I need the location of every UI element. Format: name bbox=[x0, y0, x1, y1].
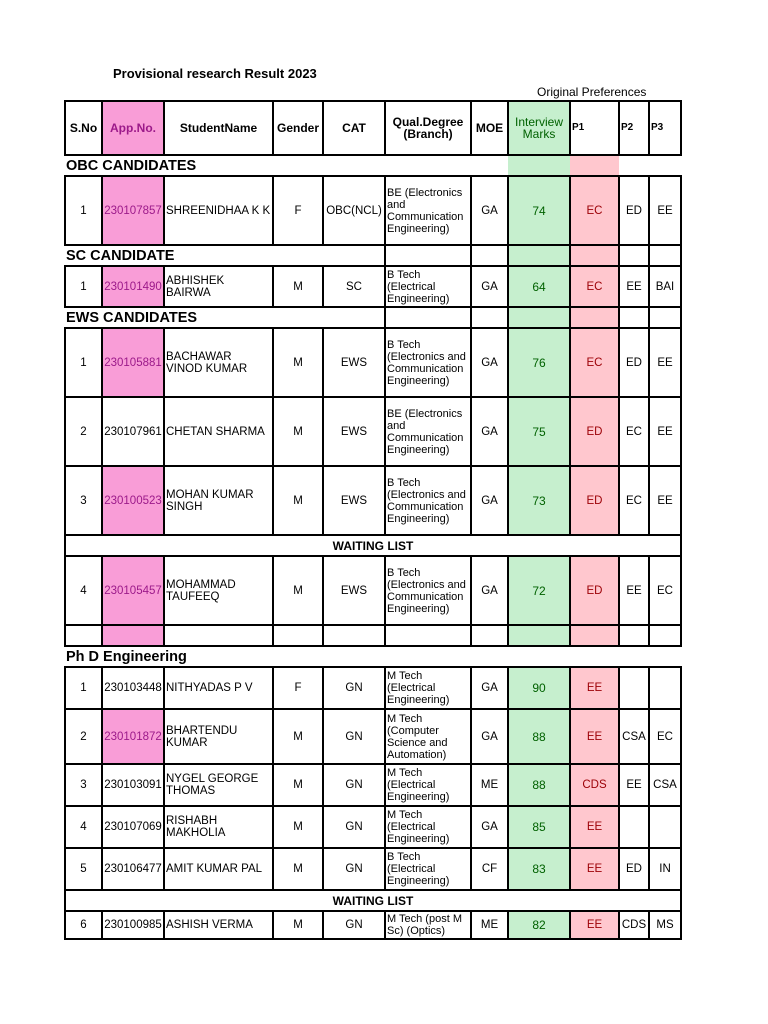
col-cat: CAT bbox=[323, 101, 385, 155]
cell-cat: GN bbox=[323, 911, 385, 939]
cell-gender: M bbox=[273, 848, 323, 890]
cell-appno: 230100523 bbox=[102, 466, 164, 535]
col-p1: P1 bbox=[570, 101, 619, 155]
cell-cat: GN bbox=[323, 709, 385, 764]
cell-p3: BAI bbox=[649, 266, 681, 307]
cell-appno: 230105881 bbox=[102, 328, 164, 397]
cell-moe: GA bbox=[471, 466, 508, 535]
cell-marks: 76 bbox=[508, 328, 570, 397]
cell-appno: 230103448 bbox=[102, 667, 164, 709]
cell-sno: 3 bbox=[65, 466, 102, 535]
cell-p3 bbox=[649, 667, 681, 709]
cell-p1: EE bbox=[570, 806, 619, 848]
cell-moe: GA bbox=[471, 266, 508, 307]
cell-p3: EE bbox=[649, 466, 681, 535]
cell-p2: EC bbox=[619, 397, 649, 466]
cell-sno: 1 bbox=[65, 176, 102, 245]
cell-moe: ME bbox=[471, 764, 508, 806]
cell-qual: BE (Electronics and Communication Engineering) bbox=[385, 397, 471, 466]
cell-marks: 83 bbox=[508, 848, 570, 890]
cell-name: MOHAMMAD TAUFEEQ bbox=[164, 556, 273, 625]
cell-name: MOHAN KUMAR SINGH bbox=[164, 466, 273, 535]
cell-sno: 5 bbox=[65, 848, 102, 890]
cell-qual: M Tech (Electrical Engineering) bbox=[385, 806, 471, 848]
cell-appno: 230105457 bbox=[102, 556, 164, 625]
cell-sno: 6 bbox=[65, 911, 102, 939]
cell-p1: ED bbox=[570, 556, 619, 625]
cell-sno: 1 bbox=[65, 328, 102, 397]
cell-p2: CSA bbox=[619, 709, 649, 764]
cell-appno: 230107857 bbox=[102, 176, 164, 245]
waiting-list-label: WAITING LIST bbox=[65, 890, 681, 911]
cell-sno: 4 bbox=[65, 556, 102, 625]
cell-gender: M bbox=[273, 806, 323, 848]
cell-p3: CSA bbox=[649, 764, 681, 806]
col-name: StudentName bbox=[164, 101, 273, 155]
table-row bbox=[65, 911, 681, 939]
cell-p2: EE bbox=[619, 556, 649, 625]
cell-qual: B Tech (Electronics and Communication Engineering) bbox=[385, 556, 471, 625]
cell-cat: SC bbox=[323, 266, 385, 307]
cell-cat: EWS bbox=[323, 397, 385, 466]
cell-gender: F bbox=[273, 176, 323, 245]
cell-name: AMIT KUMAR PAL bbox=[164, 848, 273, 890]
cell-appno: 230106477 bbox=[102, 848, 164, 890]
cell-gender: M bbox=[273, 556, 323, 625]
cell-moe: CF bbox=[471, 848, 508, 890]
cell-qual: B Tech (Electrical Engineering) bbox=[385, 848, 471, 890]
cell-moe: GA bbox=[471, 556, 508, 625]
cell-name: ASHISH VERMA bbox=[164, 911, 273, 939]
waiting-list-label: WAITING LIST bbox=[65, 535, 681, 556]
cell-moe: ME bbox=[471, 911, 508, 939]
cell-p3: MS bbox=[649, 911, 681, 939]
col-p2: P2 bbox=[619, 101, 649, 155]
preferences-caption: Original Preferences bbox=[537, 85, 647, 99]
cell-appno: 230101872 bbox=[102, 709, 164, 764]
page-title: Provisional research Result 2023 bbox=[113, 66, 317, 81]
cell-marks: 85 bbox=[508, 806, 570, 848]
cell-sno: 4 bbox=[65, 806, 102, 848]
cell-p1: EC bbox=[570, 176, 619, 245]
section-row bbox=[65, 155, 681, 176]
cell-p2 bbox=[619, 667, 649, 709]
cell-cat: OBC(NCL) bbox=[323, 176, 385, 245]
cell-p1: EE bbox=[570, 911, 619, 939]
cell-p3: EE bbox=[649, 397, 681, 466]
cell-cat: EWS bbox=[323, 328, 385, 397]
col-p3: P3 bbox=[649, 101, 681, 155]
table-row bbox=[65, 806, 681, 848]
cell-p2: EE bbox=[619, 266, 649, 307]
cell-sno: 3 bbox=[65, 764, 102, 806]
cell-qual: B Tech (Electronics and Communication Engineering) bbox=[385, 466, 471, 535]
table-row bbox=[65, 709, 681, 764]
cell-p1: EE bbox=[570, 667, 619, 709]
cell-name: NITHYADAS P V bbox=[164, 667, 273, 709]
cell-gender: M bbox=[273, 397, 323, 466]
cell-cat: GN bbox=[323, 764, 385, 806]
cell-name: BACHAWAR VINOD KUMAR bbox=[164, 328, 273, 397]
empty-row bbox=[65, 625, 681, 646]
cell-p3 bbox=[649, 806, 681, 848]
cell-p2: EC bbox=[619, 466, 649, 535]
col-marks: Interview Marks bbox=[508, 101, 570, 155]
section-title-phd: Ph D Engineering bbox=[66, 648, 187, 665]
cell-qual: BE (Electronics and Communication Engineering) bbox=[385, 176, 471, 245]
cell-p1: EC bbox=[570, 266, 619, 307]
section-row bbox=[65, 307, 681, 328]
cell-qual: B Tech (Electronics and Communication Engineering) bbox=[385, 328, 471, 397]
cell-qual: M Tech (post M Sc) (Optics) bbox=[385, 911, 471, 939]
cell-gender: M bbox=[273, 266, 323, 307]
table-row bbox=[65, 266, 681, 307]
section-title-obc: OBC CANDIDATES bbox=[66, 157, 197, 174]
section-title-ews: EWS CANDIDATES bbox=[65, 307, 385, 328]
cell-p1: EC bbox=[570, 328, 619, 397]
cell-moe: GA bbox=[471, 806, 508, 848]
table-row bbox=[65, 667, 681, 709]
cell-name: RISHABH MAKHOLIA bbox=[164, 806, 273, 848]
results-table bbox=[64, 100, 682, 940]
cell-appno: 230107961 bbox=[102, 397, 164, 466]
table-row bbox=[65, 764, 681, 806]
cell-sno: 2 bbox=[65, 397, 102, 466]
cell-marks: 64 bbox=[508, 266, 570, 307]
table-row bbox=[65, 328, 681, 397]
cell-p1: CDS bbox=[570, 764, 619, 806]
cell-gender: M bbox=[273, 328, 323, 397]
cell-p2: ED bbox=[619, 176, 649, 245]
col-appno: App.No. bbox=[102, 101, 164, 155]
col-qual: Qual.Degree (Branch) bbox=[385, 101, 471, 155]
cell-p3: EE bbox=[649, 176, 681, 245]
cell-marks: 74 bbox=[508, 176, 570, 245]
table-row bbox=[65, 556, 681, 625]
cell-qual: M Tech (Electrical Engineering) bbox=[385, 764, 471, 806]
cell-moe: GA bbox=[471, 667, 508, 709]
section-row bbox=[65, 245, 681, 266]
header-row bbox=[65, 101, 681, 155]
col-gender: Gender bbox=[273, 101, 323, 155]
cell-moe: GA bbox=[471, 397, 508, 466]
table-row bbox=[65, 397, 681, 466]
cell-sno: 2 bbox=[65, 709, 102, 764]
cell-qual: B Tech (Electrical Engineering) bbox=[385, 266, 471, 307]
cell-p2 bbox=[619, 806, 649, 848]
cell-qual: M Tech (Computer Science and Automation) bbox=[385, 709, 471, 764]
cell-p1: EE bbox=[570, 709, 619, 764]
cell-p3: EC bbox=[649, 709, 681, 764]
cell-cat: EWS bbox=[323, 556, 385, 625]
table-row bbox=[65, 176, 681, 245]
cell-cat: GN bbox=[323, 667, 385, 709]
cell-gender: F bbox=[273, 667, 323, 709]
cell-marks: 73 bbox=[508, 466, 570, 535]
cell-p1: ED bbox=[570, 397, 619, 466]
cell-marks: 82 bbox=[508, 911, 570, 939]
cell-appno: 230100985 bbox=[102, 911, 164, 939]
cell-appno: 230103091 bbox=[102, 764, 164, 806]
cell-appno: 230107069 bbox=[102, 806, 164, 848]
cell-moe: GA bbox=[471, 328, 508, 397]
cell-name: ABHISHEK BAIRWA bbox=[164, 266, 273, 307]
table-row bbox=[65, 848, 681, 890]
section-row bbox=[65, 646, 681, 667]
cell-marks: 75 bbox=[508, 397, 570, 466]
cell-marks: 90 bbox=[508, 667, 570, 709]
cell-name: SHREENIDHAA K K bbox=[164, 176, 273, 245]
cell-p1: ED bbox=[570, 466, 619, 535]
cell-marks: 88 bbox=[508, 764, 570, 806]
cell-p2: CDS bbox=[619, 911, 649, 939]
cell-name: CHETAN SHARMA bbox=[164, 397, 273, 466]
cell-gender: M bbox=[273, 764, 323, 806]
table-row bbox=[65, 466, 681, 535]
cell-p3: IN bbox=[649, 848, 681, 890]
cell-p1: EE bbox=[570, 848, 619, 890]
cell-p2: ED bbox=[619, 328, 649, 397]
cell-p2: ED bbox=[619, 848, 649, 890]
cell-name: NYGEL GEORGE THOMAS bbox=[164, 764, 273, 806]
cell-cat: GN bbox=[323, 806, 385, 848]
cell-name: BHARTENDU KUMAR bbox=[164, 709, 273, 764]
col-sno: S.No bbox=[65, 101, 102, 155]
cell-moe: GA bbox=[471, 176, 508, 245]
waiting-list-row bbox=[65, 890, 681, 911]
waiting-list-row bbox=[65, 535, 681, 556]
cell-marks: 88 bbox=[508, 709, 570, 764]
cell-marks: 72 bbox=[508, 556, 570, 625]
cell-appno: 230101490 bbox=[102, 266, 164, 307]
cell-gender: M bbox=[273, 911, 323, 939]
cell-p3: EE bbox=[649, 328, 681, 397]
cell-gender: M bbox=[273, 709, 323, 764]
cell-p2: EE bbox=[619, 764, 649, 806]
cell-cat: EWS bbox=[323, 466, 385, 535]
cell-gender: M bbox=[273, 466, 323, 535]
cell-sno: 1 bbox=[65, 266, 102, 307]
col-moe: MOE bbox=[471, 101, 508, 155]
cell-sno: 1 bbox=[65, 667, 102, 709]
cell-p3: EC bbox=[649, 556, 681, 625]
cell-moe: GA bbox=[471, 709, 508, 764]
cell-qual: M Tech (Electrical Engineering) bbox=[385, 667, 471, 709]
section-title-sc: SC CANDIDATE bbox=[65, 245, 385, 266]
cell-cat: GN bbox=[323, 848, 385, 890]
